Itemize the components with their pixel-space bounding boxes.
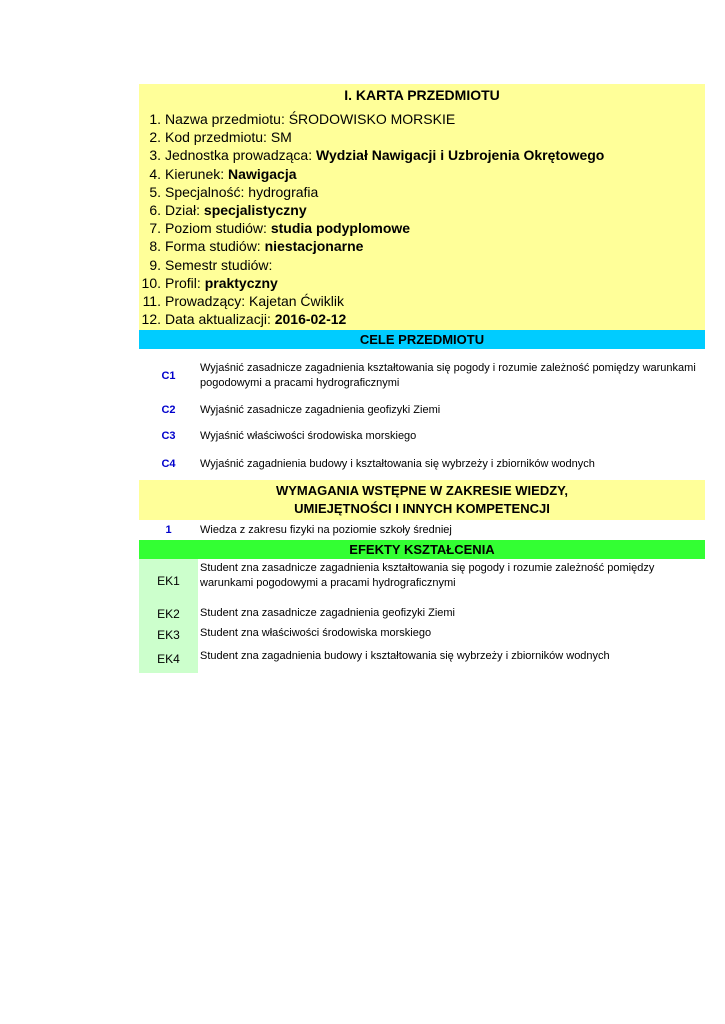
outcome-code: EK4 [139,645,198,673]
lecturer-value: Kajetan Ćwiklik [249,292,344,309]
specialty-value: hydrografia [248,183,319,200]
learning-outcomes-list [139,559,705,673]
objective-code: C4 [161,458,176,471]
profile-value: praktyczny [204,274,278,291]
study-level-value: studia podyplomowe [270,220,411,237]
objective-code: C1 [161,370,176,383]
info-semester: 9. Semestr studiów: [149,256,273,273]
prerequisite-text: Wiedza z zakresu fizyki na poziomie szkoły średniej [200,523,452,536]
outcome-code: EK2 [139,603,198,625]
prerequisites-title-line1: WYMAGANIA WSTĘPNE W ZAKRESIE WIEDZY, [275,483,569,499]
objective-row [139,449,705,479]
learning-outcomes-header: EFEKTY KSZTAŁCENIA [139,540,705,559]
info-field-of-study: 4. Kierunek: Nawigacja [149,165,297,182]
outcome-row [139,603,705,625]
course-info-list [139,107,705,330]
prerequisites-title-line2: UMIEJĘTNOŚCI I INNYCH KOMPETENCJI [294,501,550,517]
info-update-date: 12. Data aktualizacji: 2016-02-12 [141,311,347,328]
outcome-code: EK3 [139,625,198,645]
outcome-code: EK1 [139,559,198,603]
course-card-sheet [139,84,705,673]
objective-text: Wyjaśnić właściwości środowiska morskiego [200,429,417,442]
objective-row [139,349,705,397]
info-profile: 10. Profil: praktyczny [141,274,278,291]
outcome-row [139,625,705,645]
prerequisite-row [139,520,705,540]
objectives-list [139,349,705,479]
objective-row [139,397,705,423]
outcome-text: Student zna zagadnienia budowy i kształtowania się wybrzeży i zbiorników wodnych [200,650,610,663]
course-code-value: SM [270,129,292,146]
objective-text: Wyjaśnić zasadnicze zagadnienia kształtowania się pogody i rozumie zależność pomiędzy warunkami pogodowymi a pracami hydrograficznymi [200,362,696,390]
outcome-text: Student zna zasadnicze zagadnienia geofizyki Ziemi [200,607,455,620]
objective-text: Wyjaśnić zasadnicze zagadnienia geofizyki Ziemi [200,403,441,416]
outcome-text: Student zna zasadnicze zagadnienia kształtowania się pogody i rozumie zależność pomiędzy warunkami pogodowymi a pracami hydrograficznymi [200,562,655,590]
unit-value: Wydział Nawigacji i Uzbrojenia Okrętowego [315,147,605,164]
info-lecturer: 11. Prowadzący: Kajetan Ćwiklik [142,292,344,309]
info-study-level: 7. Poziom studiów: studia podyplomowe [149,220,411,237]
course-card-title: I. KARTA PRZEDMIOTU [344,87,500,103]
outcome-row [139,645,705,673]
info-course-code: 2. Kod przedmiotu: SM [149,129,292,146]
outcome-text: Student zna właściwości środowiska morskiego [200,627,432,640]
course-name-value: ŚRODOWISKO MORSKIE [288,111,456,127]
info-course-name: 1. Nazwa przedmiotu: ŚRODOWISKO MORSKIE [149,111,456,127]
info-specialty: 5. Specjalność: hydrografia [149,183,319,200]
objective-code: C3 [161,430,176,443]
objective-code: C2 [161,404,176,417]
objective-text: Wyjaśnić zagadnienia budowy i kształtowania się wybrzeży i zbiorników wodnych [200,457,595,470]
update-date-value: 2016-02-12 [274,311,347,328]
objective-row [139,423,705,449]
prerequisites-header [139,480,705,520]
course-card-section [139,84,705,330]
info-study-form: 8. Forma studiów: niestacjonarne [149,238,364,255]
outcome-row [139,559,705,603]
info-department: 6. Dział: specjalistyczny [149,201,307,218]
info-unit: 3. Jednostka prowadząca: Wydział Nawigacji i Uzbrojenia Okrętowego [149,147,605,164]
department-value: specjalistyczny [203,201,307,218]
prerequisite-code: 1 [165,524,172,537]
study-form-value: niestacjonarne [264,238,364,255]
field-of-study-value: Nawigacja [228,165,297,182]
objectives-header: CELE PRZEDMIOTU [139,330,705,349]
